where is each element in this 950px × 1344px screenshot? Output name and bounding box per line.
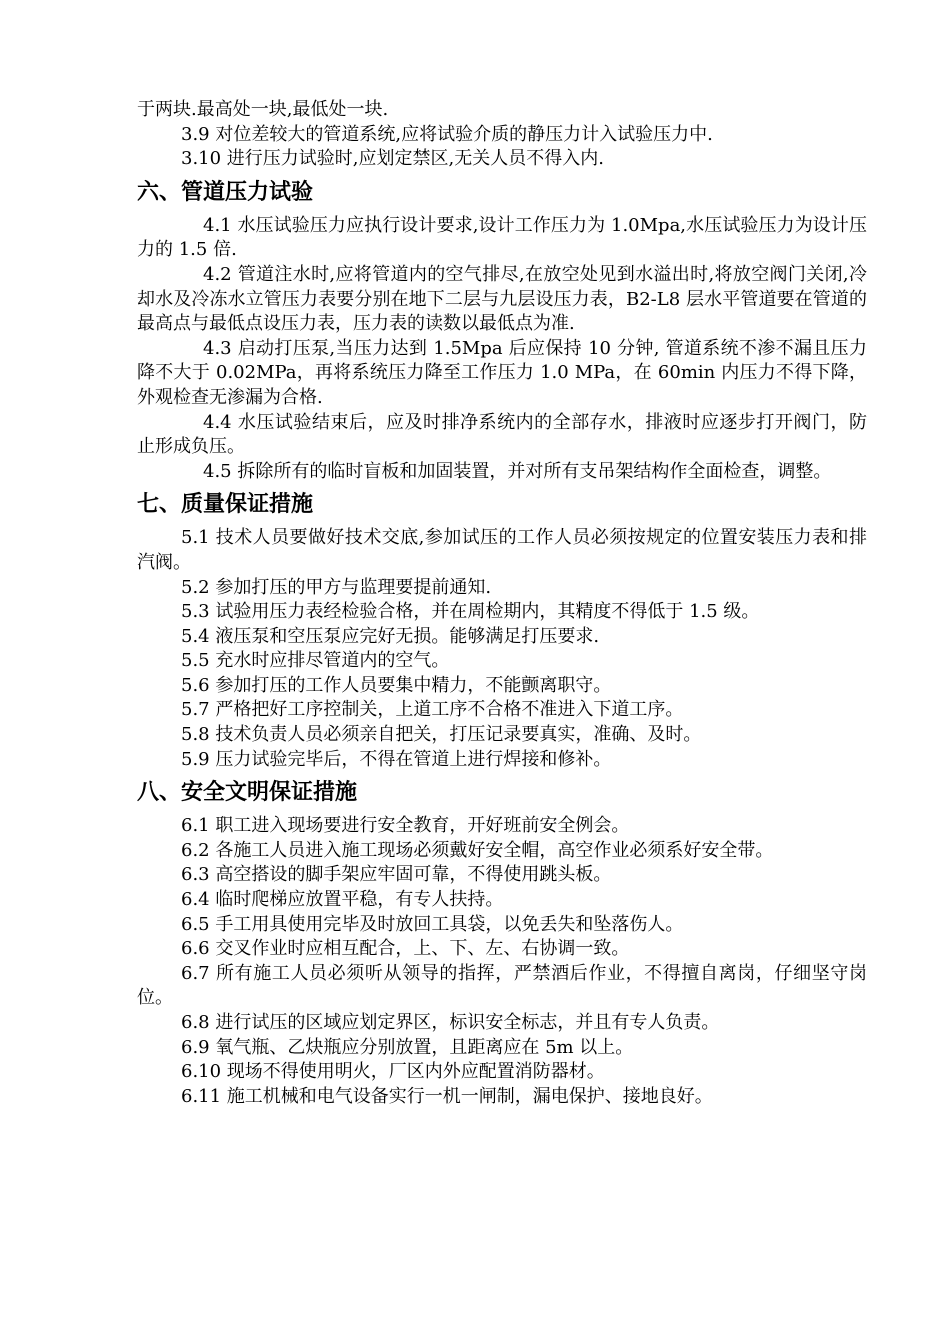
- item-4-5: 4.5 拆除所有的临时盲板和加固装置，并对所有支吊架结构作全面检查，调整。: [203, 460, 832, 482]
- item-6-2: 6.2 各施工人员进入施工现场必须戴好安全帽，高空作业必须系好安全带。: [181, 839, 774, 861]
- item-3-9: 3.9 对位差较大的管道系统,应将试验介质的静压力计入试验压力中.: [181, 123, 713, 145]
- document-body: [137, 98, 867, 1109]
- item-6-5: 6.5 手工用具使用完毕及时放回工具袋，以免丢失和坠落伤人。: [181, 913, 684, 935]
- item-6-4: 6.4 临时爬梯应放置平稳，有专人扶持。: [181, 889, 504, 911]
- item-4-2: 4.2 管道注水时,应将管道内的空气排尽,在放空处见到水溢出时,将放空阀门关闭,冷却水及冷冻水立管压力表要分别在地下二层与九层设压力表，B2-L8 层水平管道要在管道的最高点与最低点设压力表，压力表的读数以最低点为准.: [137, 263, 867, 335]
- item-6-3: 6.3 高空搭设的脚手架应牢固可靠，不得使用跳头板。: [181, 864, 612, 886]
- item-3-10: 3.10 进行压力试验时,应划定禁区,无关人员不得入内.: [181, 148, 604, 170]
- item-4-1: 4.1 水压试验压力应执行设计要求,设计工作压力为 1.0Mpa,水压试验压力为设计压力的 1.5 倍.: [137, 214, 867, 261]
- continuation-text: 于两块.最高处一块,最低处一块.: [137, 99, 389, 120]
- item-4-3: 4.3 启动打压泵,当压力达到 1.5Mpa 后应保持 10 分钟, 管道系统不渗不漏且压力降不大于 0.02MPa，再将系统压力降至工作压力 1.0 MPa，在 60min 内压力不得下降，外观检查无渗漏为合格.: [137, 337, 867, 408]
- item-6-7: 6.7 所有施工人员必须听从领导的指挥，严禁酒后作业，不得擅自离岗，仔细坚守岗位。: [137, 962, 867, 1009]
- item-6-6: 6.6 交叉作业时应相互配合，上、下、左、右协调一致。: [181, 938, 630, 960]
- item-6-10: 6.10 现场不得使用明火，厂区内外应配置消防器材。: [181, 1061, 605, 1083]
- item-5-9: 5.9 压力试验完毕后，不得在管道上进行焊接和修补。: [181, 748, 612, 770]
- item-5-2: 5.2 参加打压的甲方与监理要提前通知.: [181, 576, 492, 598]
- item-6-9: 6.9 氧气瓶、乙炔瓶应分别放置，且距离应在 5m 以上。: [181, 1036, 634, 1058]
- section-heading-pressure-test: 六、管道压力试验: [137, 179, 314, 205]
- item-6-1: 6.1 职工进入现场要进行安全教育，开好班前安全例会。: [181, 815, 630, 837]
- item-5-7: 5.7 严格把好工序控制关，上道工序不合格不准进入下道工序。: [181, 699, 684, 721]
- item-5-6: 5.6 参加打压的工作人员要集中精力，不能颤离职守。: [181, 674, 612, 696]
- section-heading-safety-measures: 八、安全文明保证措施: [137, 780, 358, 806]
- item-4-4: 4.4 水压试验结束后，应及时排净系统内的全部存水，排液时应逐步打开阀门，防止形成负压。: [137, 411, 867, 458]
- item-5-3: 5.3 试验用压力表经检验合格，并在周检期内，其精度不得低于 1.5 级。: [181, 601, 760, 623]
- item-5-5: 5.5 充水时应排尽管道内的空气。: [181, 650, 450, 672]
- item-5-4: 5.4 液压泵和空压泵应完好无损。能够满足打压要求.: [181, 625, 600, 647]
- item-6-8: 6.8 进行试压的区域应划定界区，标识安全标志，并且有专人负责。: [181, 1012, 720, 1033]
- item-5-8: 5.8 技术负责人员必须亲自把关，打压记录要真实，准确、及时。: [181, 724, 702, 746]
- item-6-11: 6.11 施工机械和电气设备实行一机一闸制，漏电保护、接地良好。: [181, 1085, 713, 1107]
- section-heading-quality-assurance: 七、质量保证措施: [137, 492, 314, 518]
- item-5-1: 5.1 技术人员要做好技术交底,参加试压的工作人员必须按规定的位置安装压力表和排汽阀。: [137, 527, 867, 573]
